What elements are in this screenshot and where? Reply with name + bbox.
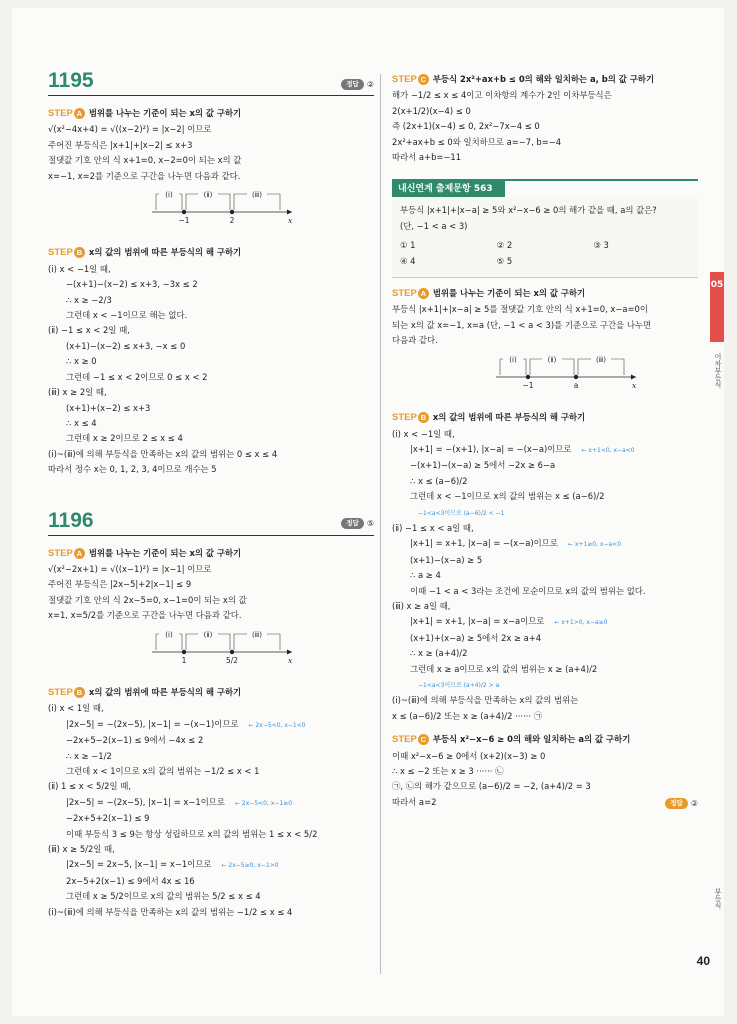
solution-line: 주어진 부등식은 |x+1|+|x−2| ≤ x+3 [48,139,193,150]
interval-label: (ⅰ) [509,355,517,364]
step-title: 부등식 x²−x−6 ≥ 0의 해와 일치하는 a의 값 구하기 [432,734,631,745]
step-label: STEP C [392,72,429,87]
boundary-label: 1 [181,655,187,665]
solution-line: 그런데 x < 1이므로 x의 값의 범위는 −1/2 ≤ x < 1 [66,766,260,776]
solution-line: 그런데 −1 ≤ x < 2이므로 0 ≤ x < 2 [66,371,208,382]
solution-line: (x+1)−(x−2) ≤ x+3, −x ≤ 0 [66,340,186,351]
number-line [492,351,642,393]
step-c2-heading [392,732,698,747]
problem-1195-header [48,70,374,96]
step-title: 범위를 나누는 기준이 되는 x의 값 구하기 [88,547,242,558]
boundary-label: −1 [522,380,534,390]
solution-line: ㉠, ㉡의 해가 같으므로 (a−6)/2 = −2, (a+4)/2 = 3 [392,781,591,792]
boundary-point [526,374,530,378]
answer-value: ② [690,799,698,809]
solution-line: 그런데 x ≥ 2이므로 2 ≤ x ≤ 4 [66,433,183,444]
solution-line: ∴ x ≥ −2/3 [66,294,112,305]
solution-line: (ⅰ)~(ⅲ)에 의해 부등식을 만족하는 x의 값의 범위는 0 ≤ x ≤ 4 [48,448,278,459]
solution-line: 그런데 x ≥ 5/2이므로 x의 값의 범위는 5/2 ≤ x ≤ 4 [66,891,261,902]
number-line [148,186,298,228]
left-column [48,70,374,920]
boundary-label: a [573,380,579,390]
solution-line: ∴ x ≤ 4 [66,417,97,428]
step-a-body [48,122,374,184]
answer [341,77,374,92]
chapter-tab[interactable]: 05 [710,272,724,342]
solution-line: (ⅰ) x < −1일 때, [48,263,111,274]
solution-line: 이때 x²−x−6 ≥ 0에서 (x+2)(x−3) ≥ 0 [392,750,546,761]
solution-line: 그런데 x < −1이므로 해는 없다. [66,310,188,321]
solution-line: 이때 −1 < a < 3라는 조건에 모순이므로 x의 값의 범위는 없다. [410,585,646,596]
interval-label: (ⅲ) [252,630,262,639]
step-b-body [392,427,698,725]
question-text: 부등식 |x+1|+|x−a| ≥ 5와 x²−x−6 ≥ 0의 해가 같을 때, a의 값은? [400,205,657,216]
solution-line: √(x²−4x+4) = √((x−2)²) = |x−2| 이므로 [48,124,212,135]
solution-line: 해가 −1/2 ≤ x ≤ 4이고 이차항의 계수가 2인 이차부등식은 [392,90,612,101]
step-label: STEP A [48,546,85,561]
step-b-heading [48,685,374,700]
step-label: STEP C [392,732,429,747]
solution-line: ∴ x ≥ −1/2 [66,750,112,761]
solution-line: 따라서 정수 x는 0, 1, 2, 3, 4이므로 개수는 5 [48,464,217,475]
solution-line: |x+1| = x+1, |x−a| = x−a이므로 ← x+1>0, x−a≥0 [410,616,608,627]
solution-line: 따라서 a+b=−11 [392,152,462,163]
boundary-point [230,210,234,214]
step-b-heading [48,245,374,260]
answer-value: ② [366,79,374,89]
page-number: 40 [696,954,710,968]
solution-line: ∴ x ≤ (a−6)/2 [410,475,468,486]
interval-label: (ⅱ) [547,355,557,364]
axis-label: x [632,380,637,390]
solution-line: (x+1)−(x−a) ≥ 5 [410,554,483,565]
axis-arrow [287,210,292,215]
solution-line: 그런데 x ≥ a이므로 x의 값의 범위는 x ≥ (a+4)/2 [410,663,598,674]
solution-line: (ⅲ) x ≥ 2일 때, [48,387,107,398]
solution-line: 이때 부등식 3 ≤ 9는 항상 성립하므로 x의 값의 범위는 1 ≤ x < 5/2 [66,828,318,839]
boundary-point [182,649,186,653]
solution-line: x=−1, x=2를 기준으로 구간을 나누면 다음과 같다. [48,170,241,181]
boundary-label: 2 [229,216,235,226]
choice-5[interactable]: ⑤ 5 [496,255,513,266]
step-b-body [48,701,374,920]
answer-value: ⑤ [366,519,374,529]
step-a-body [392,302,698,348]
step-title: x의 값의 범위에 따른 부등식의 해 구하기 [88,247,242,258]
hint-note: ← x+1>0, x−a≥0 [554,619,608,627]
problem-number: 1195 [48,69,94,92]
axis-arrow [287,649,292,654]
solution-line: 부등식 |x+1|+|x−a| ≥ 5를 절댓값 기호 안의 식 x+1=0, x−a=0이 [392,304,648,315]
solution-line: ∴ x ≤ −2 또는 x ≥ 3 ······ ㉡ [392,766,504,777]
choice-2[interactable]: ② 2 [496,240,513,251]
choice-1[interactable]: ① 1 [400,240,416,251]
solution-line: 절댓값 기호 안의 식 2x−5=0, x−1=0이 되는 x의 값 [48,594,247,605]
step-label: STEP B [392,410,429,425]
answer-badge: 정답 [665,798,688,809]
solution-line: x=1, x=5/2를 기준으로 구간을 나누면 다음과 같다. [48,610,242,621]
hint-note: ← 2x−5≥0, x−1>0 [221,862,279,870]
solution-line: 2x²+ax+b ≤ 0와 일치하므로 a=−7, b=−4 [392,136,562,147]
solution-line: (ⅰ) x < 1일 때, [48,703,104,714]
solution-line: ∴ x ≥ 0 [66,356,97,367]
step-c-heading [392,72,698,87]
solution-line: −2x+5−2(x−1) ≤ 9에서 −4x ≤ 2 [66,735,204,746]
solution-line: (ⅰ) x < −1일 때, [392,428,455,439]
related-problem-title: 내신연계 출제문항 563 [392,181,505,197]
choice-4[interactable]: ④ 4 [400,255,416,266]
column-divider [380,74,381,974]
question-condition: (단, −1 < a < 3) [400,220,468,231]
solution-line: (ⅰ)~(ⅲ)에 의해 부등식을 만족하는 x의 값의 범위는 −1/2 ≤ x ≤ 4 [48,906,293,917]
hint-note: ← x+1≥0, x−a<0 [567,541,622,549]
section-label: 부등식 [714,888,722,909]
solution-line: 즉 (2x+1)(x−4) ≤ 0, 2x²−7x−4 ≤ 0 [392,121,540,132]
step-label: STEP A [392,286,429,301]
page [12,8,724,1016]
step-a-body [48,562,374,624]
solution-line: |2x−5| = −(2x−5), |x−1| = −(x−1)이므로 ← 2x−5<0, x−1<0 [66,718,306,729]
boundary-label: 5/2 [225,655,239,665]
solution-line: (ⅱ) −1 ≤ x < a일 때, [392,522,474,533]
step-label: STEP B [48,685,85,700]
hint-note: ← 2x−5<0, x−1<0 [248,721,306,729]
final-answer [392,796,698,811]
step-title: 범위를 나누는 기준이 되는 x의 값 구하기 [88,108,242,118]
axis-label: x [288,216,293,226]
solution-line: (ⅱ) −1 ≤ x < 2일 때, [48,325,130,336]
hint-note: ← x+1<0, x−a<0 [581,446,635,454]
solution-line: (ⅰ)~(ⅲ)에 의해 부등식을 만족하는 x의 값의 범위는 [392,695,579,706]
right-column [392,72,698,812]
solution-line: 그런데 x < −1이므로 x의 값의 범위는 x ≤ (a−6)/2 [410,491,605,502]
axis-label: x [288,655,293,665]
related-problem-box [392,179,698,278]
number-line [148,626,298,668]
solution-line: (ⅲ) x ≥ 5/2일 때, [48,844,115,855]
step-a-heading [392,286,698,301]
boundary-point [574,374,578,378]
step-b-body [48,262,374,478]
solution-line: −(x+1)−(x−2) ≤ x+3, −3x ≤ 2 [66,279,198,290]
solution-line: 다음과 같다. [392,335,438,346]
solution-line: 되는 x의 값 x=−1, x=a (단, −1 < a < 3)를 기준으로 구간을 나누면 [392,319,652,330]
interval-label: (ⅲ) [252,191,262,200]
solution-line: |x+1| = x+1, |x−a| = −(x−a)이므로 ← x+1≥0, x−a<0 [410,538,622,549]
answer [341,516,374,531]
solution-line: ∴ a ≥ 4 [410,570,441,581]
step-title: 부등식 2x²+ax+b ≤ 0의 해와 일치하는 a, b의 값 구하기 [432,74,655,84]
solution-line: (x+1)+(x−2) ≤ x+3 [66,402,151,413]
step-b-heading [392,410,698,425]
interval-label: (ⅱ) [203,630,213,639]
solution-line: 절댓값 기호 안의 식 x+1=0, x−2=0이 되는 x의 값 [48,155,242,166]
solution-line: |2x−5| = −(2x−5), |x−1| = x−1이므로 ← 2x−5<0, x−1≥0 [66,796,293,807]
interval-label: (ⅰ) [165,630,173,639]
boundary-point [230,649,234,653]
boundary-point [182,210,186,214]
choices [400,238,690,269]
boundary-label: −1 [178,216,190,226]
interval-label: (ⅰ) [165,191,173,200]
solution-line: 주어진 부등식은 |2x−5|+2|x−1| ≤ 9 [48,579,192,590]
solution-line: ∴ x ≥ (a+4)/2 [410,648,468,659]
solution-line: −(x+1)−(x−a) ≥ 5에서 −2x ≥ 6−a [410,460,556,471]
solution-line: −2x+5+2(x−1) ≤ 9 [66,813,150,824]
axis-arrow [631,374,636,379]
interval-label: (ⅱ) [203,191,213,200]
solution-line: −1<a<3이므로 (a−6)/2 < −1 [418,509,505,517]
chapter-label: 이차부등식 [714,353,722,388]
solution-line: 2x−5+2(x−1) ≤ 9에서 4x ≤ 16 [66,875,195,886]
hint-note: ← 2x−5<0, x−1≥0 [234,799,293,807]
solution-line: −1<a<3이므로 (a+4)/2 > a [418,682,500,689]
step-a-heading [48,546,374,561]
solution-line: (x+1)+(x−a) ≥ 5에서 2x ≥ a+4 [410,632,542,643]
step-title: x의 값의 범위에 따른 부등식의 해 구하기 [88,686,242,697]
solution-line: |2x−5| = 2x−5, |x−1| = x−1이므로 ← 2x−5≥0, x−1>0 [66,859,279,870]
solution-line: √(x²−2x+1) = √((x−1)²) = |x−1| 이므로 [48,563,212,574]
step-a-heading [48,106,374,121]
solution-line: 2(x+1/2)(x−4) ≤ 0 [392,105,471,116]
solution-line: 따라서 a=2 [392,796,437,807]
solution-line: (ⅲ) x ≥ a일 때, [392,600,451,611]
choice-3[interactable]: ③ 3 [593,240,609,251]
step-c-body [392,88,698,165]
related-problem-body [392,197,698,278]
step-title: x의 값의 범위에 따른 부등식의 해 구하기 [432,412,586,423]
problem-1196-header [48,510,374,536]
solution-line: |x+1| = −(x+1), |x−a| = −(x−a)이므로 ← x+1<0, x−a<0 [410,443,635,454]
solution-line: x ≤ (a−6)/2 또는 x ≥ (a+4)/2 ······ ㉠ [392,710,543,721]
step-label: STEP A [48,106,85,121]
problem-number: 1196 [48,508,94,532]
step-label: STEP B [48,245,85,260]
answer-badge: 정답 [341,518,364,529]
answer-badge: 정답 [341,79,364,90]
interval-label: (ⅲ) [596,355,606,364]
step-title: 범위를 나누는 기준이 되는 x의 값 구하기 [432,288,586,299]
solution-line: (ⅱ) 1 ≤ x < 5/2일 때, [48,781,131,792]
